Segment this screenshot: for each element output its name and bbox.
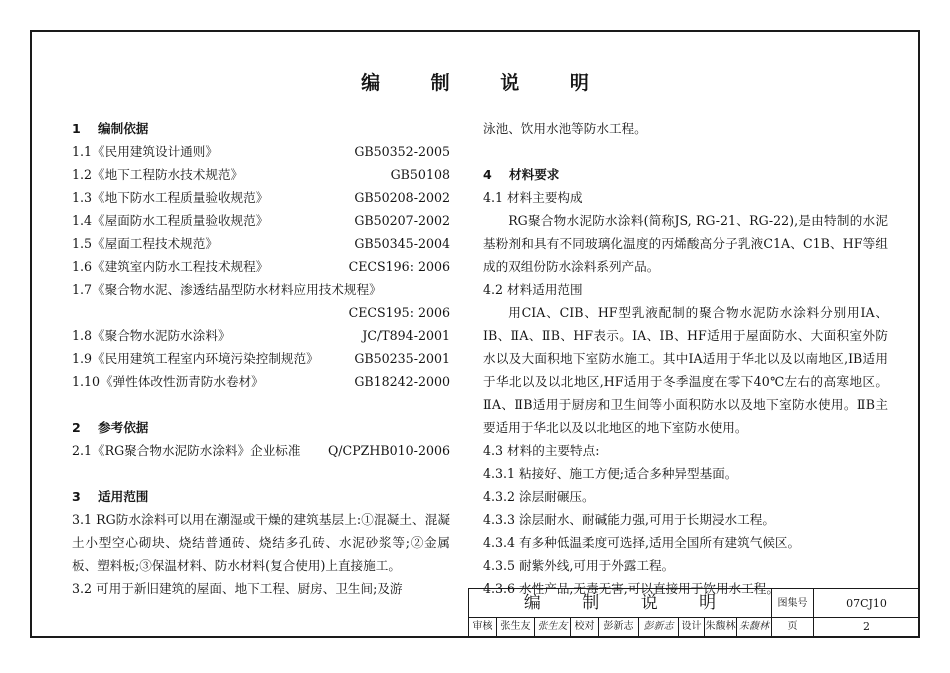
reference-code: GB50352-2005 — [354, 144, 450, 159]
reference-name: 1.5《屋面工程技术规范》 — [72, 236, 218, 251]
reference-row — [72, 255, 450, 278]
reference-row — [72, 209, 450, 232]
reference-code: GB18242-2000 — [354, 374, 450, 389]
section-number: 1 — [72, 121, 81, 136]
reference-name: 1.2《地下工程防水技术规范》 — [72, 167, 244, 182]
review-label: 审核 — [469, 618, 497, 637]
feature-item: 4.3.2 涂层耐碾压。 — [483, 489, 595, 504]
left-column — [72, 117, 450, 600]
feature-item: 4.3.6 水性产品,无毒无害,可以直接用于饮用水工程。 — [483, 581, 779, 596]
title-block — [468, 588, 918, 636]
feature-item: 4.3.1 粘接好、施工方便;适合多种异型基面。 — [483, 466, 738, 481]
atlas-number-label: 图集号 — [772, 589, 814, 617]
section-2-heading — [72, 416, 450, 439]
section-title: 材料要求 — [509, 167, 560, 182]
paragraph-3-1: 3.1 RG防水涂料可以用在潮湿或干燥的建筑基层上:①混凝土、混凝土小型空心砌块、烧结普通砖、烧结多孔砖、水泥砂浆等;②金属板、塑料板;③保温材料、防水材料(复合使用)上直接施工。 — [72, 512, 450, 573]
reference-row — [72, 439, 450, 462]
page-number: 2 — [863, 620, 870, 633]
section-4-heading — [483, 163, 888, 186]
feature-item: 4.3.5 耐紫外线,可用于外露工程。 — [483, 558, 675, 573]
reference-name: 1.7《聚合物水泥、渗透结晶型防水材料应用技术规程》 — [72, 282, 382, 297]
reference-name: 1.1《民用建筑设计通则》 — [72, 144, 218, 159]
reference-name: 2.1《RG聚合物水泥防水涂料》企业标准 — [72, 443, 301, 458]
atlas-number: 07CJ10 — [846, 597, 887, 610]
section-number: 2 — [72, 420, 81, 435]
reference-code: JC/T894-2001 — [362, 328, 450, 343]
feature-item: 4.3.4 有多种低温柔度可选择,适用全国所有建筑气候区。 — [483, 535, 801, 550]
reference-row — [72, 232, 450, 255]
reference-code: GB50208-2002 — [354, 190, 450, 205]
reference-name: 1.3《地下防水工程质量验收规范》 — [72, 190, 269, 205]
section-1-heading — [72, 117, 450, 140]
reference-name: 1.10《弹性体改性沥青防水卷材》 — [72, 374, 264, 389]
section-number: 3 — [72, 489, 81, 504]
page-title: 编 制 说 明 — [361, 72, 611, 94]
reviewer-signature: 张生友 — [535, 618, 571, 637]
checker-signature: 彭新志 — [639, 618, 679, 637]
reference-code: CECS195: 2006 — [348, 305, 450, 320]
designer-name: 朱馥林 — [705, 618, 737, 637]
reference-row — [72, 186, 450, 209]
reference-row — [72, 301, 450, 324]
reference-code: GB50345-2004 — [354, 236, 450, 251]
title-block-title: 编 制 说 明 — [469, 589, 772, 618]
paragraph-3-2-continued: 泳池、饮用水池等防水工程。 — [483, 121, 647, 136]
reference-name: 1.4《屋面防水工程质量验收规范》 — [72, 213, 269, 228]
checker-name: 彭新志 — [599, 618, 639, 637]
section-number: 4 — [483, 167, 492, 182]
reference-code: Q/CPZHB010-2006 — [327, 443, 450, 458]
section-title: 参考依据 — [98, 420, 149, 435]
reference-code: GB50108 — [390, 167, 450, 182]
feature-item: 4.3.3 涂层耐水、耐碱能力强,可用于长期浸水工程。 — [483, 512, 775, 527]
right-column — [483, 117, 888, 600]
section-title: 适用范围 — [98, 489, 149, 504]
reviewer-name: 张生友 — [497, 618, 535, 637]
reference-row — [72, 324, 450, 347]
reference-name: 1.6《建筑室内防水工程技术规程》 — [72, 259, 269, 274]
designer-signature: 朱馥林 — [737, 618, 772, 637]
reference-row — [72, 140, 450, 163]
reference-code: GB50207-2002 — [354, 213, 450, 228]
reference-row — [72, 278, 450, 301]
design-label: 设计 — [679, 618, 705, 637]
reference-row — [72, 163, 450, 186]
section-title: 编制依据 — [98, 121, 149, 136]
subsection-4-1-title: 4.1 材料主要构成 — [483, 190, 583, 205]
page-label: 页 — [772, 618, 814, 637]
reference-code: CECS196: 2006 — [348, 259, 450, 274]
reference-row — [72, 370, 450, 393]
subsection-4-2-text: 用CIA、CIB、HF型乳液配制的聚合物水泥防水涂料分别用IA、IB、ⅡA、ⅡB、HF表示。IA、IB、HF适用于屋面防水、大面积室外防水以及大面积地下室防水施工。其中IA适用于华北以及以南地区,IB适用于华北以及以北地区,HF适用于冬季温度在零下40℃左右的高寒地区。ⅡA、ⅡB适用于厨房和卫生间等小面积防水以及地下室防水使用。ⅡB主要适用于华北以及以北地区的地下室防水使用。 — [483, 305, 888, 435]
reference-name: 1.9《民用建筑工程室内环境污染控制规范》 — [72, 351, 319, 366]
subsection-4-3-title: 4.3 材料的主要特点: — [483, 443, 600, 458]
reference-code: GB50235-2001 — [354, 351, 450, 366]
reference-row — [72, 347, 450, 370]
title-block-row — [469, 589, 918, 618]
reference-name: 1.8《聚合物水泥防水涂料》 — [72, 328, 231, 343]
check-label: 校对 — [571, 618, 599, 637]
section-3-heading — [72, 485, 450, 508]
subsection-4-2-title: 4.2 材料适用范围 — [483, 282, 583, 297]
title-block-signature-row — [469, 618, 918, 637]
paragraph-3-2: 3.2 可用于新旧建筑的屋面、地下工程、厨房、卫生间;及游 — [72, 581, 403, 596]
subsection-4-1-text: RG聚合物水泥防水涂料(简称JS, RG-21、RG-22),是由特制的水泥基粉剂和具有不同玻璃化温度的丙烯酸高分子乳液C1A、C1B、HF等组成的双组份防水涂料系列产品。 — [483, 213, 888, 274]
